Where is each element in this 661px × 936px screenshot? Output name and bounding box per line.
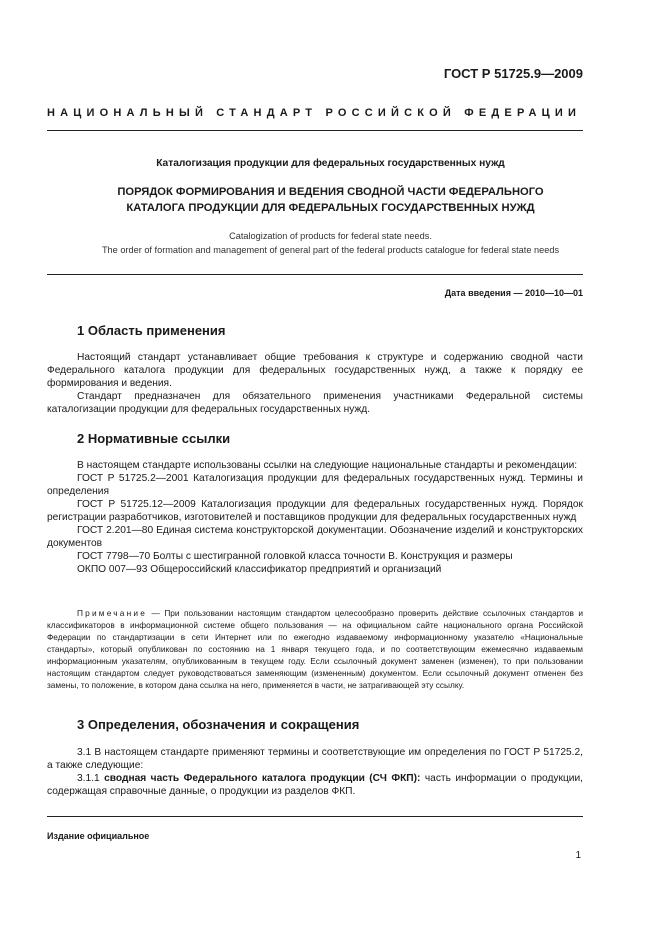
english-title-line: The order of formation and management of general part of the federal products catalogue for federal state needs <box>101 245 560 255</box>
note-block <box>47 607 583 691</box>
section-2-heading: 2 Нормативные ссылки <box>77 431 231 446</box>
section-3-body <box>47 746 583 798</box>
page-number: 1 <box>575 850 581 861</box>
reference-item: ГОСТ 2.201—80 Единая система конструкторской документации. Обозначение изделий и конструкторских документов <box>47 525 583 549</box>
document-subtitle: Каталогизация продукции для федеральных государственных нужд <box>156 158 505 169</box>
term-number: 3.1.1 <box>77 773 100 784</box>
footer-divider <box>47 816 583 817</box>
paragraph: Настоящий стандарт устанавливает общие требования к структуре и содержанию сводной части Федерального каталога продукции для федеральных государственных нужд, а также к порядку ее формирования и ведения. <box>47 352 583 389</box>
note-text: — При пользовании настоящим стандартом целесообразно проверить действие ссылочных стандартов и классификаторов в информационной системе общего пользования — на официальном сайте национального органа Российской Федерации по стандартизации в сети Интернет или по ежегодно издаваемому информационному указателю «Национальные стандарты», который опубликован по состоянию на 1 января текущего года, и по соответствующим ежемесячно издаваемым информационным указателям, опубликованным в текущем году. Если ссылочный документ заменен (изменен), то при пользовании настоящим стандартом следует руководствоваться заменяющим (измененным) документом. Если ссылочный документ отменен без замены, то положение, в котором дана ссылка на него, применяется в части, не затрагивающей эту ссылку. <box>47 608 583 690</box>
term-name: сводная часть Федерального каталога продукции (СЧ ФКП): <box>104 773 421 784</box>
section-1-body <box>47 351 583 416</box>
paragraph: Стандарт предназначен для обязательного применения участниками Федеральной системы каталогизации продукции для федеральных государственных нужд. <box>47 391 583 415</box>
term-text: часть информации о продукции, содержащая справочные данные, о продукции из разделов ФКП. <box>47 773 583 797</box>
reference-item: ГОСТ Р 51725.2—2001 Каталогизация продукции для федеральных государственных нужд. Термины и определения <box>47 473 583 497</box>
title-line: КАТАЛОГА ПРОДУКЦИИ ДЛЯ ФЕДЕРАЛЬНЫХ ГОСУДАРСТВЕННЫХ НУЖД <box>126 202 535 214</box>
national-standard-banner: НАЦИОНАЛЬНЫЙ СТАНДАРТ РОССИЙСКОЙ ФЕДЕРАЦИИ <box>47 107 582 119</box>
section-3-heading: 3 Определения, обозначения и сокращения <box>77 717 360 732</box>
reference-item: ГОСТ 7798—70 Болты с шестигранной головкой класса точности В. Конструкция и размеры <box>77 551 513 562</box>
reference-item: ОКПО 007—93 Общероссийский классификатор предприятий и организаций <box>77 564 442 575</box>
header-divider <box>47 130 583 131</box>
document-title <box>47 184 614 216</box>
section-2-body <box>47 459 583 576</box>
note-label: Примечание <box>77 608 148 618</box>
section-1-heading: 1 Область применения <box>77 323 226 338</box>
paragraph: 3.1 В настоящем стандарте применяют термины и соответствующие им определения по ГОСТ Р 51725.2, а также следующие: <box>47 747 583 771</box>
document-code: ГОСТ Р 51725.9—2009 <box>443 66 583 81</box>
term-definition <box>47 772 583 798</box>
paragraph: В настоящем стандарте использованы ссылки на следующие национальные стандарты и рекомендации: <box>77 460 578 471</box>
english-title <box>47 229 614 257</box>
title-divider <box>47 274 583 275</box>
english-title-line: Catalogization of products for federal state needs. <box>229 231 432 241</box>
edition-label: Издание официальное <box>47 831 150 841</box>
introduction-date: Дата введения — 2010—10—01 <box>444 288 583 298</box>
title-line: ПОРЯДОК ФОРМИРОВАНИЯ И ВЕДЕНИЯ СВОДНОЙ ЧАСТИ ФЕДЕРАЛЬНОГО <box>117 186 544 198</box>
reference-item: ГОСТ Р 51725.12—2009 Каталогизация продукции для федеральных государственных нужд. Порядок регистрации разработчиков, изготовителей и поставщиков продукции для федеральных государственных нужд <box>47 499 583 523</box>
